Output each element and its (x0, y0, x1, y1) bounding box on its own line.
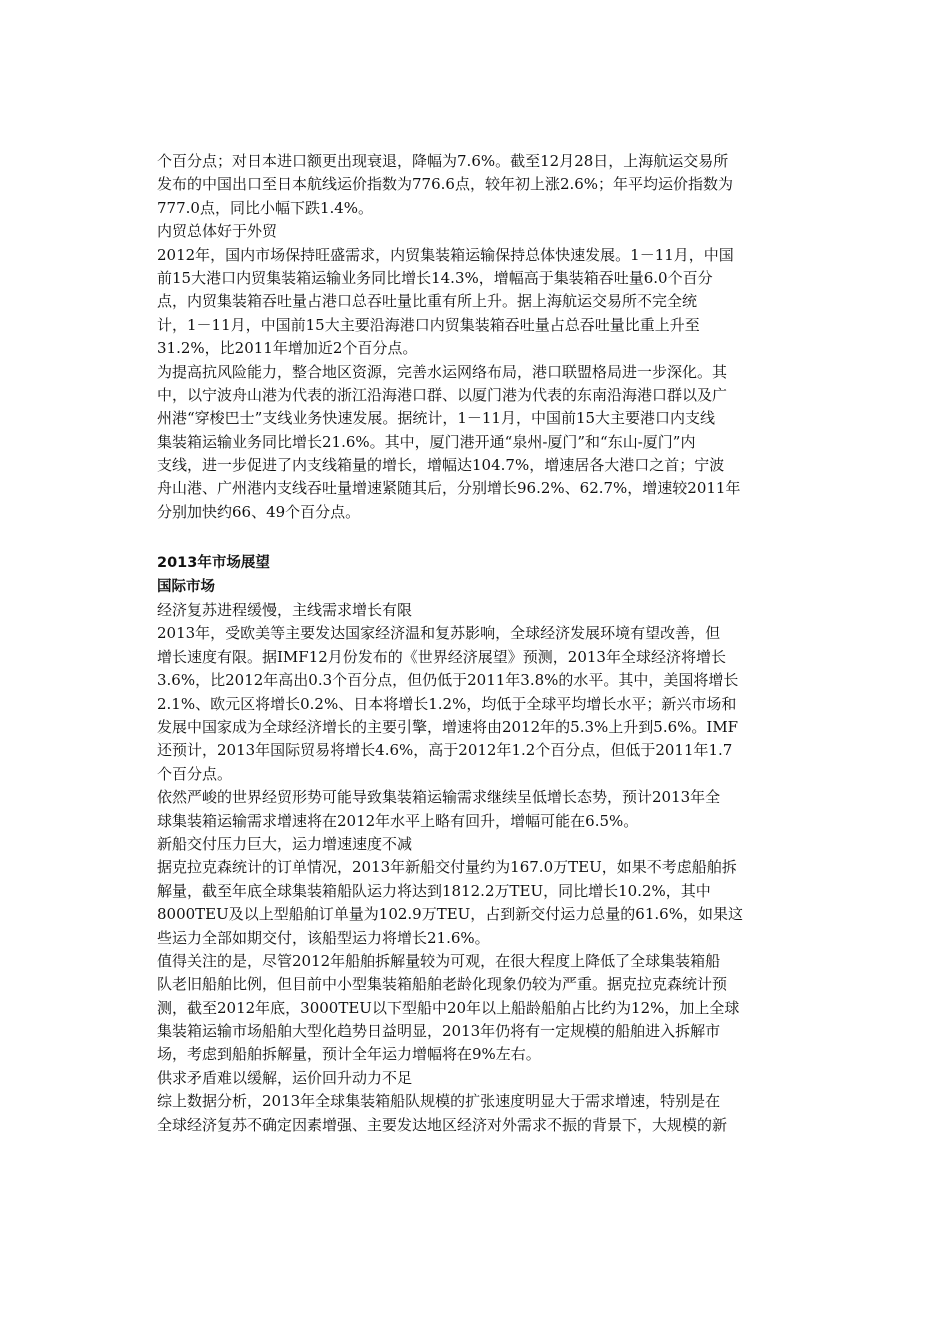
text-line: 点，内贸集装箱吞吐量占港口总吞吐量比重有所上升。据上海航运交易所不完全统 (157, 292, 698, 311)
text-line: 队老旧船舶比例，但目前中小型集装箱船舶老龄化现象仍较为严重。据克拉克森统计预 (157, 975, 728, 994)
text-line: 经济复苏进程缓慢，主线需求增长有限 (157, 601, 413, 620)
text-line: 综上数据分析，2013年全球集装箱船队规模的扩张速度明显大于需求增速，特别是在 (157, 1092, 721, 1111)
text-line: 场，考虑到船舶拆解量，预计全年运力增幅将在9%左右。 (157, 1045, 541, 1064)
blank-gap (157, 524, 797, 552)
text-line: 州港“穿梭巴士”支线业务快速发展。据统计，1－11月，中国前15大主要港口内支线 (157, 409, 716, 428)
text-line: 计，1－11月，中国前15大主要沿海港口内贸集装箱吞吐量占总吞吐量比重上升至 (157, 315, 700, 334)
text-line: 2013年，受欧美等主要发达国家经济温和复苏影响，全球经济发展环境有望改善，但 (157, 624, 721, 643)
text-line: 测，截至2012年底，3000TEU以下型船中20年以上船龄船舶占比约为12%，加上全球 (157, 998, 740, 1017)
text-line: 777.0点，同比小幅下跌1.4%。 (157, 198, 374, 217)
text-line: 还预计，2013年国际贸易将增长4.6%，高于2012年1.2个百分点，但低于2011年1.7 (157, 741, 733, 760)
text-line: 依然严峻的世界经贸形势可能导致集装箱运输需求继续呈低增长态势，预计2013年全 (157, 788, 721, 807)
text-line: 全球经济复苏不确定因素增强、主要发达地区经济对外需求不振的背景下，大规模的新 (157, 1115, 728, 1134)
bottom-text-block (157, 599, 797, 1137)
text-line: 8000TEU及以上型船舶订单量为102.9万TEU，占到新交付运力总量的61.6%，如果这 (157, 905, 743, 924)
text-line: 些运力全部如期交付，该船型运力将增长21.6%。 (157, 928, 490, 947)
text-line: 解量，截至年底全球集装箱船队运力将达到1812.2万TEU，同比增长10.2%，其中 (157, 881, 711, 900)
text-line: 据克拉克森统计的订单情况，2013年新船交付量约为167.0万TEU，如果不考虑船舶拆 (157, 858, 737, 877)
section-title: 2013年市场展望 (157, 555, 270, 572)
text-line: 集装箱运输市场船舶大型化趋势日益明显，2013年仍将有一定规模的船舶进入拆解市 (157, 1022, 721, 1041)
top-text-block (157, 150, 797, 524)
text-line: 个百分点。 (157, 764, 233, 783)
text-line: 供求矛盾难以缓解，运价回升动力不足 (157, 1068, 413, 1087)
text-line: 集装箱运输业务同比增长21.6%。其中，厦门港开通“泉州-厦门”和“东山-厦门”内 (157, 432, 696, 451)
text-line: 为提高抗风险能力，整合地区资源，完善水运网络布局，港口联盟格局进一步深化。其 (157, 362, 728, 381)
text-line: 值得关注的是，尽管2012年船舶拆解量较为可观，在很大程度上降低了全球集装箱船 (157, 951, 721, 970)
text-line: 支线，进一步促进了内支线箱量的增长，增幅达104.7%，增速居各大港口之首；宁波 (157, 456, 725, 475)
text-line: 发展中国家成为全球经济增长的主要引擎，增速将由2012年的5.3%上升到5.6%。IMF (157, 717, 739, 736)
text-line: 2012年，国内市场保持旺盛需求，内贸集装箱运输保持总体快速发展。1－11月，中国 (157, 245, 734, 264)
text-line: 发布的中国出口至日本航线运价指数为776.6点，较年初上涨2.6%；年平均运价指数为 (157, 175, 734, 194)
text-line: 增长速度有限。据IMF12月份发布的《世界经济展望》预测，2013年全球经济将增长 (157, 647, 726, 666)
text-line: 内贸总体好于外贸 (157, 222, 278, 241)
text-line: 2.1%、欧元区将增长0.2%、日本将增长1.2%，均低于全球平均增长水平；新兴市场和 (157, 694, 737, 713)
document-page (157, 150, 797, 1137)
text-line: 球集装箱运输需求增速将在2012年水平上略有回升，增幅可能在6.5%。 (157, 811, 639, 830)
text-line: 3.6%，比2012年高出0.3个百分点，但仍低于2011年3.8%的水平。其中，美国将增长 (157, 671, 739, 690)
text-line: 分别加快约66、49个百分点。 (157, 502, 361, 521)
text-line: 中，以宁波舟山港为代表的浙江沿海港口群、以厦门港为代表的东南沿海港口群以及广 (157, 385, 728, 404)
text-line: 新船交付压力巨大，运力增速速度不减 (157, 834, 413, 853)
subsection-title: 国际市场 (157, 578, 215, 595)
text-line: 31.2%，比2011年增加近2个百分点。 (157, 339, 418, 358)
text-line: 前15大港口内贸集装箱运输业务同比增长14.3%，增幅高于集装箱吞吐量6.0个百分 (157, 268, 713, 287)
text-line: 舟山港、广州港内支线吞吐量增速紧随其后，分别增长96.2%、62.7%，增速较2011年 (157, 479, 741, 498)
text-line: 个百分点；对日本进口额更出现衰退，降幅为7.6%。截至12月28日，上海航运交易所 (157, 152, 729, 170)
